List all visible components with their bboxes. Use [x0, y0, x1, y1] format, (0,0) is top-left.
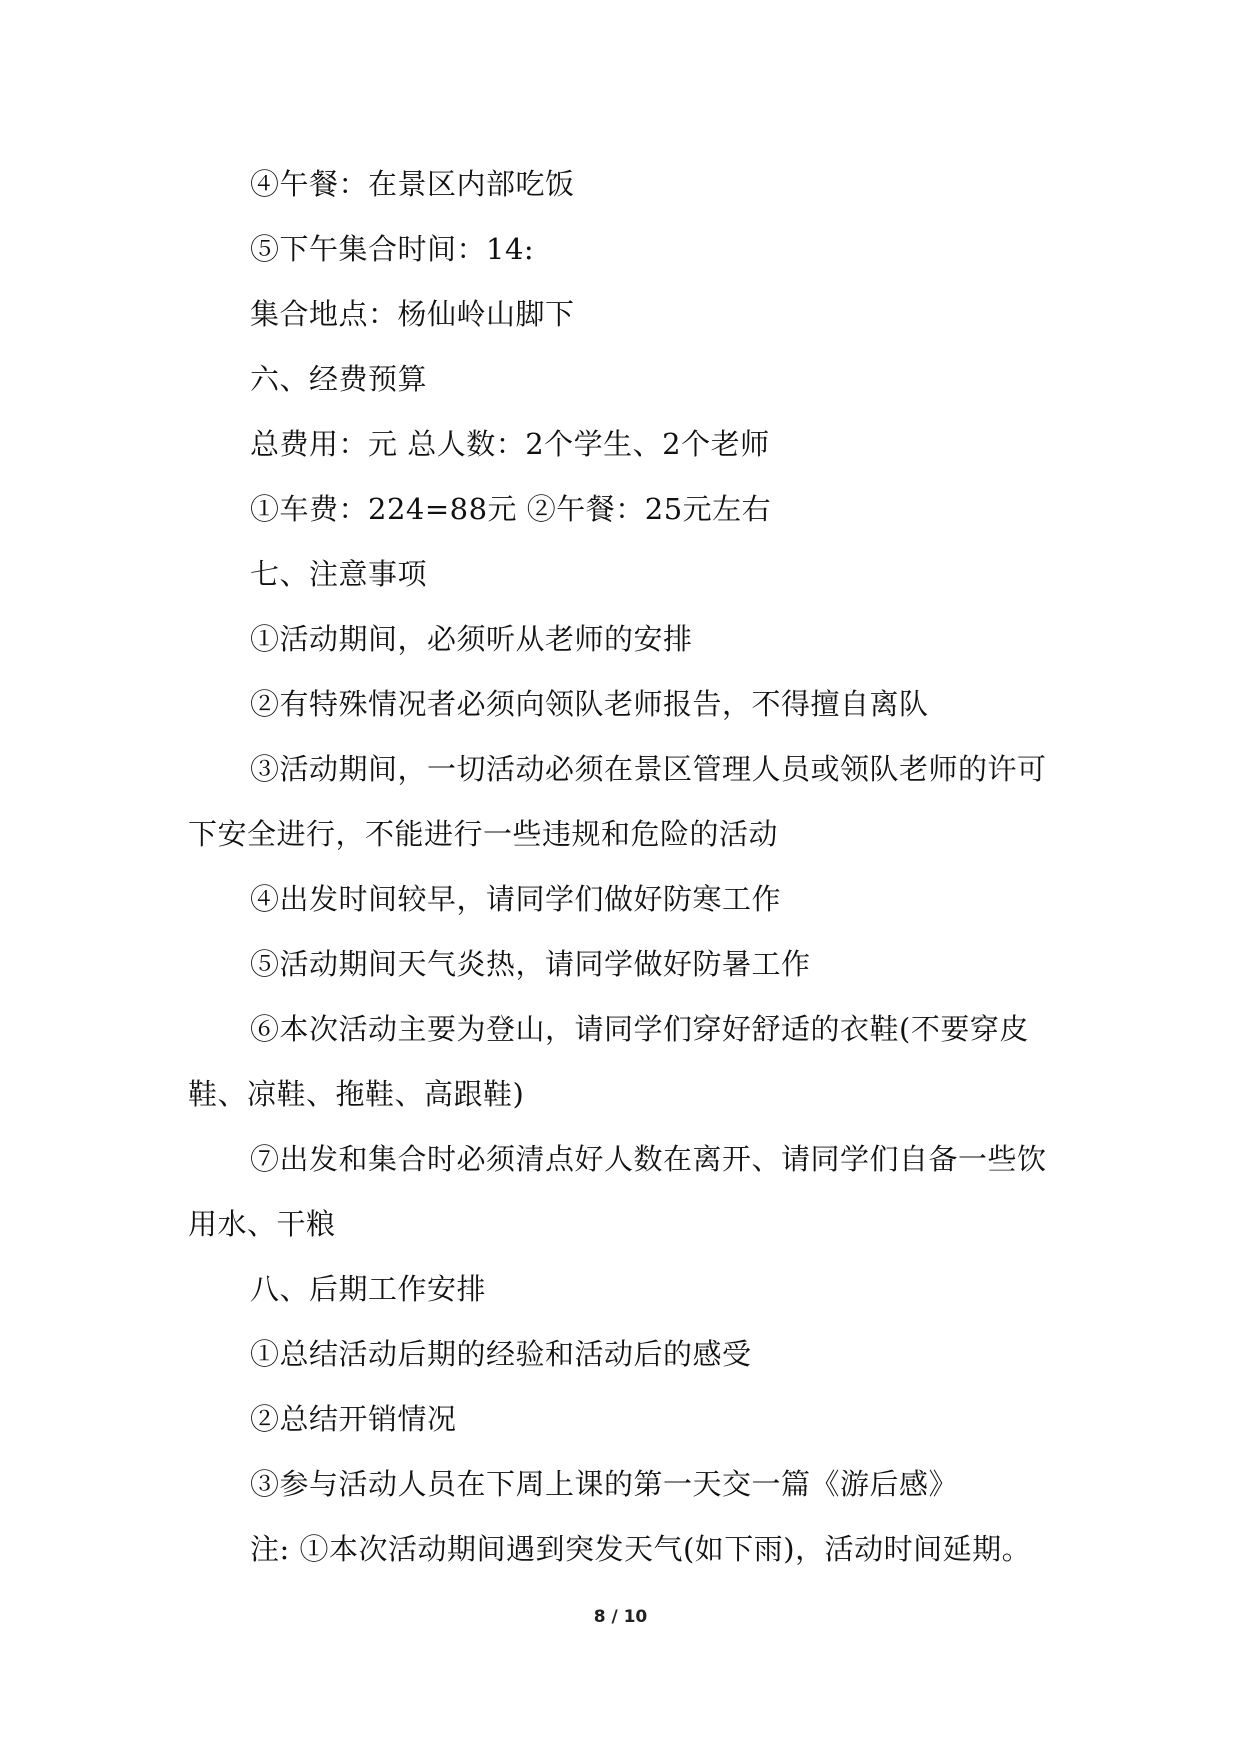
note-paragraph: 注: ①本次活动期间遇到突发天气(如下雨)，活动时间延期。: [250, 1532, 1032, 1566]
paragraph: ⑤下午集合时间：14:: [250, 232, 535, 266]
section-heading: 八、后期工作安排: [250, 1272, 487, 1306]
paragraph: ⑥本次活动主要为登山，请同学们穿好舒适的衣鞋(不要穿皮鞋、凉鞋、拖鞋、高跟鞋): [188, 1012, 1029, 1111]
paragraph: 集合地点：杨仙岭山脚下: [250, 297, 575, 331]
paragraph: ①总结活动后期的经验和活动后的感受: [250, 1337, 752, 1371]
paragraph: ④出发时间较早，请同学们做好防寒工作: [250, 882, 782, 916]
paragraph: ⑦出发和集合时必须清点好人数在离开、请同学们自备一些饮用水、干粮: [188, 1142, 1047, 1241]
page-number: 8 / 10: [593, 1607, 648, 1627]
section-heading: 六、经费预算: [250, 362, 428, 396]
paragraph: ⑤活动期间天气炎热，请同学做好防暑工作: [250, 947, 811, 981]
paragraph: ①车费：224=88元 ②午餐：25元左右: [250, 492, 772, 526]
paragraph: ①活动期间，必须听从老师的安排: [250, 622, 693, 656]
paragraph: ④午餐：在景区内部吃饭: [250, 167, 575, 201]
paragraph: 总费用：元 总人数：2个学生、2个老师: [250, 427, 770, 461]
paragraph: ②总结开销情况: [250, 1402, 457, 1436]
paragraph: ③活动期间，一切活动必须在景区管理人员或领队老师的许可下安全进行，不能进行一些违规和危险的活动: [188, 752, 1047, 851]
document-body: [188, 152, 1060, 1582]
paragraph: ②有特殊情况者必须向领队老师报告，不得擅自离队: [250, 687, 929, 721]
section-heading: 七、注意事项: [250, 557, 428, 591]
paragraph: ③参与活动人员在下周上课的第一天交一篇《游后感》: [250, 1467, 959, 1501]
